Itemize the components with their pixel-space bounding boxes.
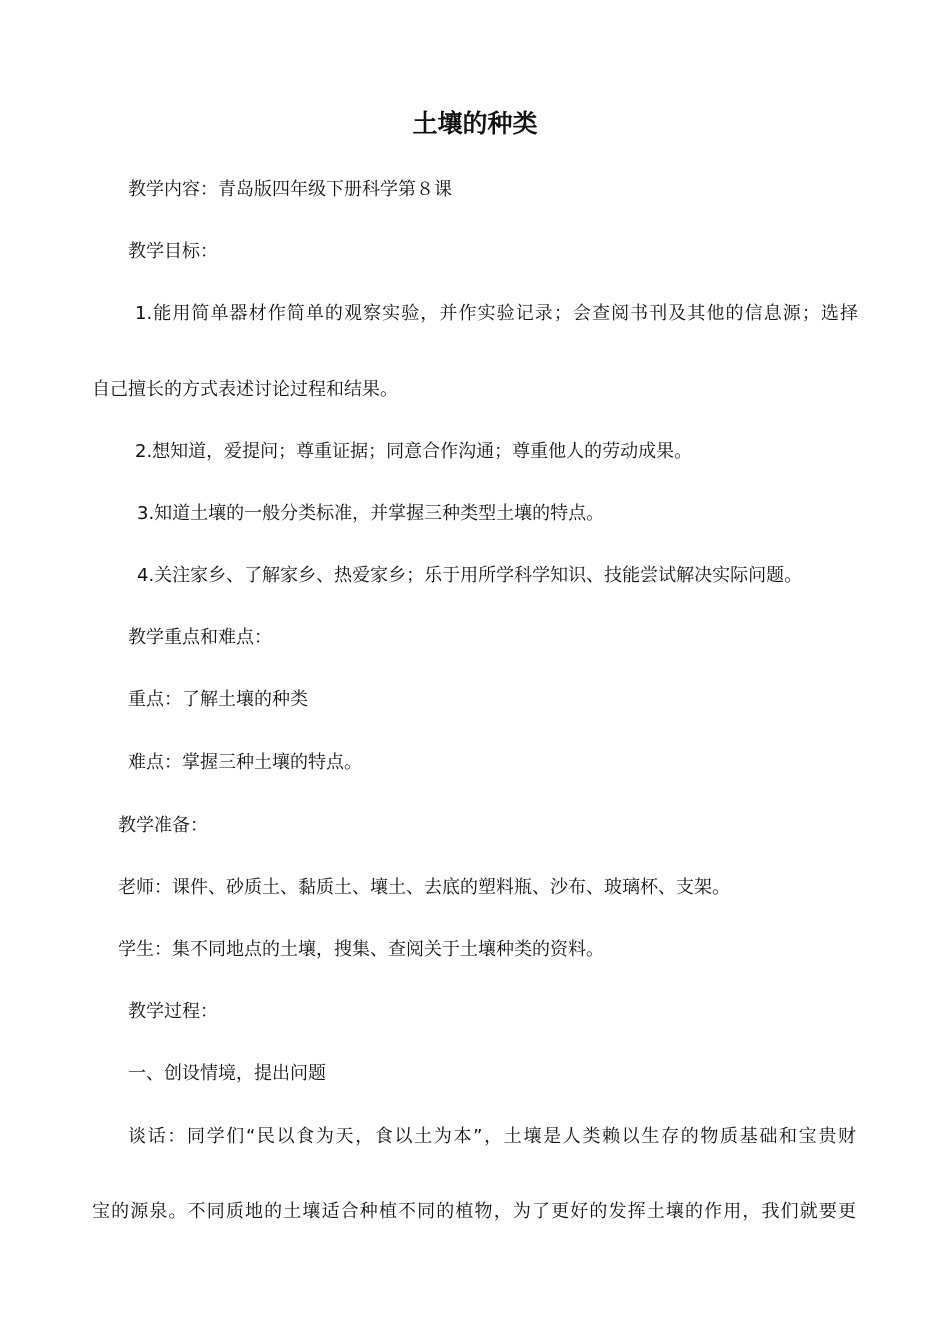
section-1-heading: 一、创设情境，提出问题	[128, 1063, 326, 1084]
difficulty-line: 难点：掌握三种土壤的特点。	[128, 752, 362, 773]
key-point-line: 重点：了解土壤的种类	[128, 689, 308, 710]
goal-1-line-2: 自己擅长的方式表述讨论过程和结果。	[92, 379, 398, 400]
document-title: 土壤的种类	[412, 109, 538, 138]
goal-4-line: 4.关注家乡、了解家乡、热爱家乡；乐于用所学科学知识、技能尝试解决实际问题。	[137, 565, 803, 586]
teaching-goals-heading: 教学目标：	[128, 241, 218, 262]
key-points-heading: 教学重点和难点：	[128, 627, 272, 648]
goal-1-line-1: 1.能用简单器材作简单的观察实验，并作实验记录；会查阅书刊及其他的信息源；选择	[135, 303, 858, 324]
process-heading: 教学过程：	[128, 1001, 218, 1022]
goal-3-line: 3.知道土壤的一般分类标准，并掌握三种类型土壤的特点。	[137, 503, 605, 524]
teacher-materials-line: 老师：课件、砂质土、黏质土、壤土、去底的塑料瓶、沙布、玻璃杯、支架。	[118, 877, 730, 898]
goal-2-line: 2.想知道，爱提问；尊重证据；同意合作沟通；尊重他人的劳动成果。	[135, 441, 693, 462]
student-materials-line: 学生：集不同地点的土壤，搜集、查阅关于土壤种类的资料。	[118, 939, 604, 960]
talk-line-2: 宝的源泉。不同质地的土壤适合种植不同的植物，为了更好的发挥土壤的作用，我们就要更	[92, 1201, 856, 1222]
teaching-content-line: 教学内容：青岛版四年级下册科学第８课	[128, 179, 452, 200]
talk-line-1: 谈话：同学们“民以食为天，食以土为本”，土壤是人类赖以生存的物质基础和宝贵财	[128, 1126, 856, 1147]
preparation-heading: 教学准备：	[118, 815, 208, 836]
